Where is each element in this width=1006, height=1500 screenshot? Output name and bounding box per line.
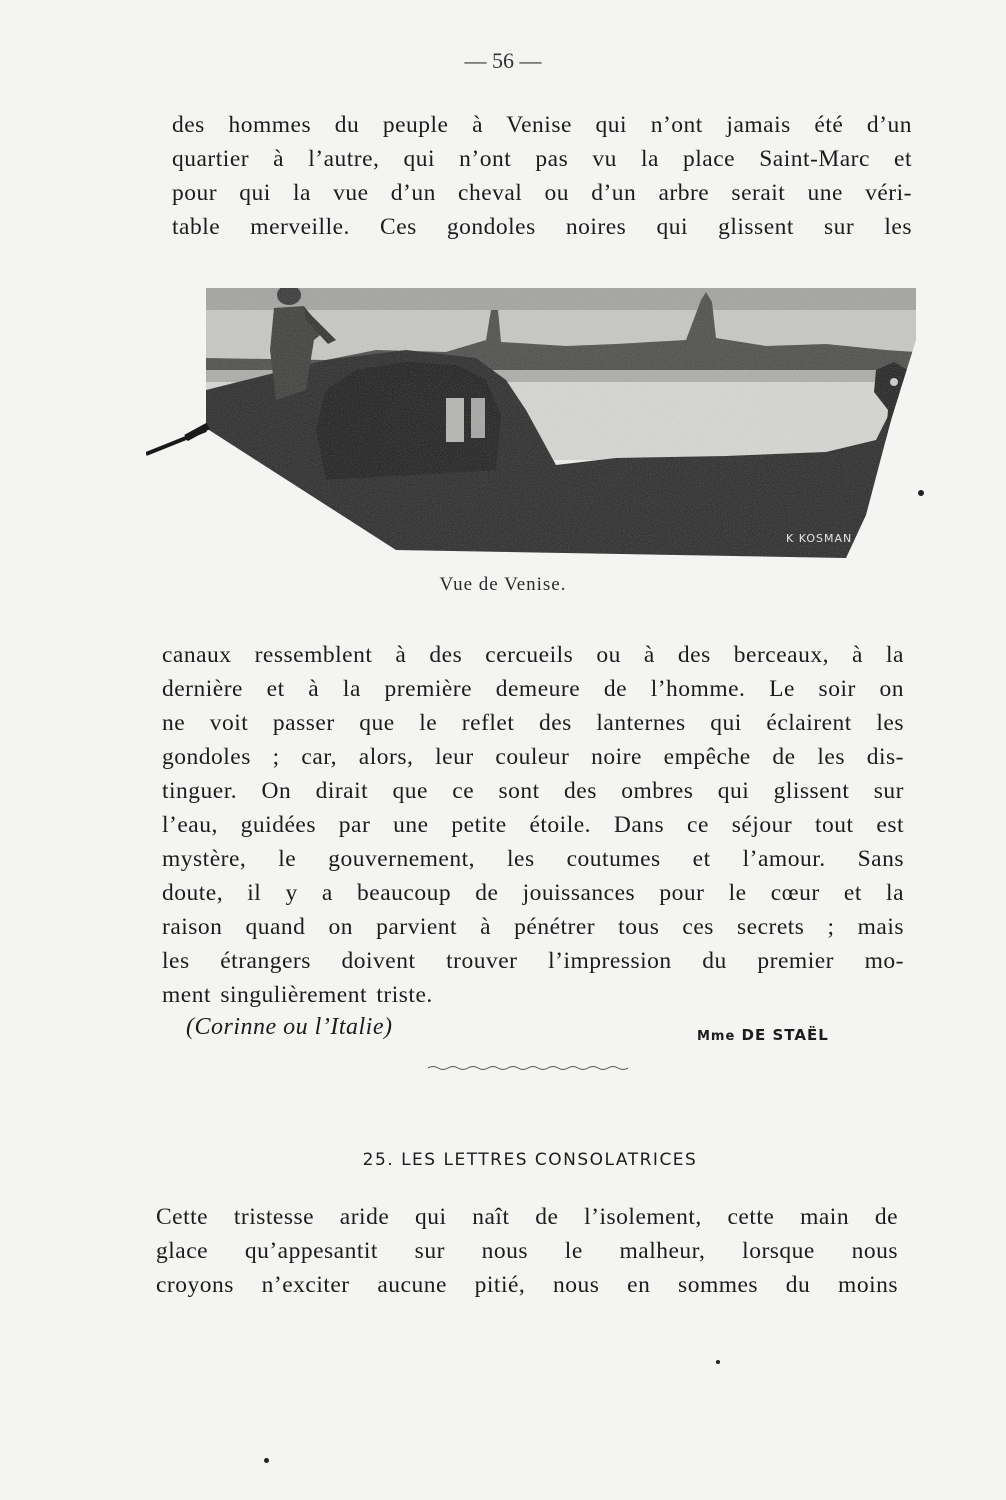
text-line: pour qui la vue d’un cheval ou d’un arbre serait une véri- [172, 180, 912, 206]
photo-signature: K KOSMAN [786, 532, 853, 545]
text-line: l’eau, guidées par une petite étoile. Dans ce séjour tout est [162, 812, 904, 838]
text-line: des hommes du peuple à Venise qui n’ont jamais été d’un [172, 112, 912, 138]
author-name [697, 1026, 829, 1044]
text-line: ne voit passer que le reflet des lanternes qui éclairent les [162, 710, 904, 736]
venice-gondola-photo [146, 280, 921, 560]
author-prefix: Mme [697, 1029, 736, 1044]
figure-caption: Vue de Venise. [439, 574, 567, 595]
page-number: — 56 — [464, 48, 542, 73]
text-line: Cette tristesse aride qui naît de l’isolement, cette main de [156, 1204, 898, 1230]
section-heading: 25. LES LETTRES CONSOLATRICES [362, 1150, 698, 1170]
text-line: ment singulièrement triste. [162, 982, 433, 1008]
text-line: glace qu’appesantit sur nous le malheur, lorsque nous [156, 1238, 898, 1264]
text-line: quartier à l’autre, qui n’ont pas vu la place Saint-Marc et [172, 146, 912, 172]
paragraph-intro [172, 108, 912, 244]
text-line: raison quand on parvient à pénétrer tous ces secrets ; mais [162, 914, 904, 940]
author-surname: DE STAËL [741, 1026, 829, 1044]
source-title: (Corinne ou l’Italie) [186, 1014, 393, 1040]
gondola-illustration [146, 280, 921, 560]
paragraph-venice [162, 638, 904, 1012]
text-line: croyons n’exciter aucune pitié, nous en sommes du moins [156, 1272, 898, 1298]
text-line: tinguer. On dirait que ce sont des ombres qui glissent sur [162, 778, 904, 804]
photo-area [146, 280, 921, 560]
paragraph-consolation [156, 1200, 898, 1302]
ornamental-divider [428, 1064, 628, 1072]
paper-speck [918, 490, 924, 496]
text-line: dernière et à la première demeure de l’homme. Le soir on [162, 676, 904, 702]
text-line: table merveille. Ces gondoles noires qui glissent sur les [172, 214, 912, 240]
text-line: canaux ressemblent à des cercueils ou à des berceaux, à la [162, 642, 904, 668]
paper-speck [716, 1360, 720, 1364]
text-line: gondoles ; car, alors, leur couleur noire empêche de les dis- [162, 744, 904, 770]
text-line: les étrangers doivent trouver l’impression du premier mo- [162, 948, 904, 974]
paper-speck [264, 1458, 269, 1463]
text-line: mystère, le gouvernement, les coutumes et l’amour. Sans [162, 846, 904, 872]
text-line: doute, il y a beaucoup de jouissances pour le cœur et la [162, 880, 904, 906]
